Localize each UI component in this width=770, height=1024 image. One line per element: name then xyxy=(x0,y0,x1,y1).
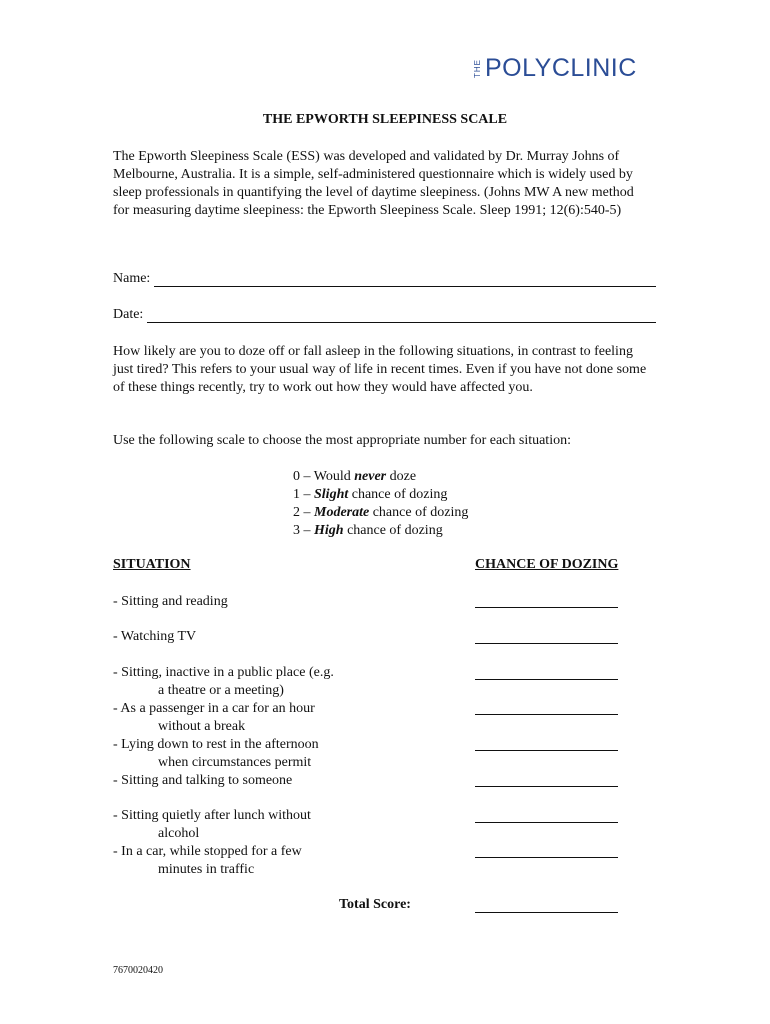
score-blank[interactable] xyxy=(475,857,618,858)
situation-item: - Sitting and talking to someone xyxy=(113,773,293,788)
score-blank[interactable] xyxy=(475,822,618,823)
score-blank[interactable] xyxy=(475,679,618,680)
situation-item: - Sitting quietly after lunch without alcohol xyxy=(113,808,311,841)
logo-the-text: THE xyxy=(473,58,482,78)
name-line[interactable] xyxy=(154,272,656,287)
scale-list xyxy=(293,468,468,540)
name-label: Name: xyxy=(113,271,151,286)
scale-item-3: 3 – High chance of dozing xyxy=(293,523,443,538)
page-title: THE EPWORTH SLEEPINESS SCALE xyxy=(262,112,508,127)
situation-item: - In a car, while stopped for a few minutes in traffic xyxy=(113,844,302,877)
situation-item: - Watching TV xyxy=(113,629,197,644)
scale-item-0: 0 – Would never doze xyxy=(293,469,417,484)
total-score-blank[interactable] xyxy=(475,912,618,913)
chance-header: CHANCE OF DOZING xyxy=(475,557,619,572)
total-score-label: Total Score: xyxy=(339,897,411,912)
situation-item: - As a passenger in a car for an hour without a break xyxy=(113,701,315,734)
situation-item: - Sitting and reading xyxy=(113,594,228,609)
situation-item: - Sitting, inactive in a public place (e.g. a theatre or a meeting) xyxy=(113,665,334,698)
score-blank[interactable] xyxy=(475,714,618,715)
intro-paragraph: The Epworth Sleepiness Scale (ESS) was developed and validated by Dr. Murray Johns of Melbourne, Australia. It is a simple, self-administered questionnaire which is widely used by sleep professionals in quantifying the level of daytime sleepiness. (Johns MW A new method for measuring daytime sleepiness: the Epworth Sleepiness Scale. Sleep 1991; 12(6):540-5) xyxy=(113,149,634,218)
date-line[interactable] xyxy=(147,308,656,323)
score-blank[interactable] xyxy=(475,750,618,751)
scale-item-1: 1 – Slight chance of dozing xyxy=(293,487,448,502)
scale-item-2: 2 – Moderate chance of dozing xyxy=(293,505,469,520)
question-paragraph: How likely are you to doze off or fall asleep in the following situations, in contrast to feeling just tired? This refers to your usual way of life in recent times. Even if you have not done some of these things recently, try to work out how they would have affected you. xyxy=(113,344,647,395)
polyclinic-logo xyxy=(474,52,637,84)
situation-item: - Lying down to rest in the afternoon when circumstances permit xyxy=(113,737,319,770)
logo-name-text: POLYCLINIC xyxy=(485,53,637,82)
situation-header: SITUATION xyxy=(113,557,191,572)
name-field[interactable] xyxy=(113,271,656,287)
date-label: Date: xyxy=(113,307,144,322)
date-field[interactable] xyxy=(113,307,656,323)
scale-intro: Use the following scale to choose the most appropriate number for each situation: xyxy=(113,433,571,448)
score-blank[interactable] xyxy=(475,607,618,608)
score-blank[interactable] xyxy=(475,786,618,787)
score-blank[interactable] xyxy=(475,643,618,644)
document-code: 7670020420 xyxy=(113,965,163,976)
